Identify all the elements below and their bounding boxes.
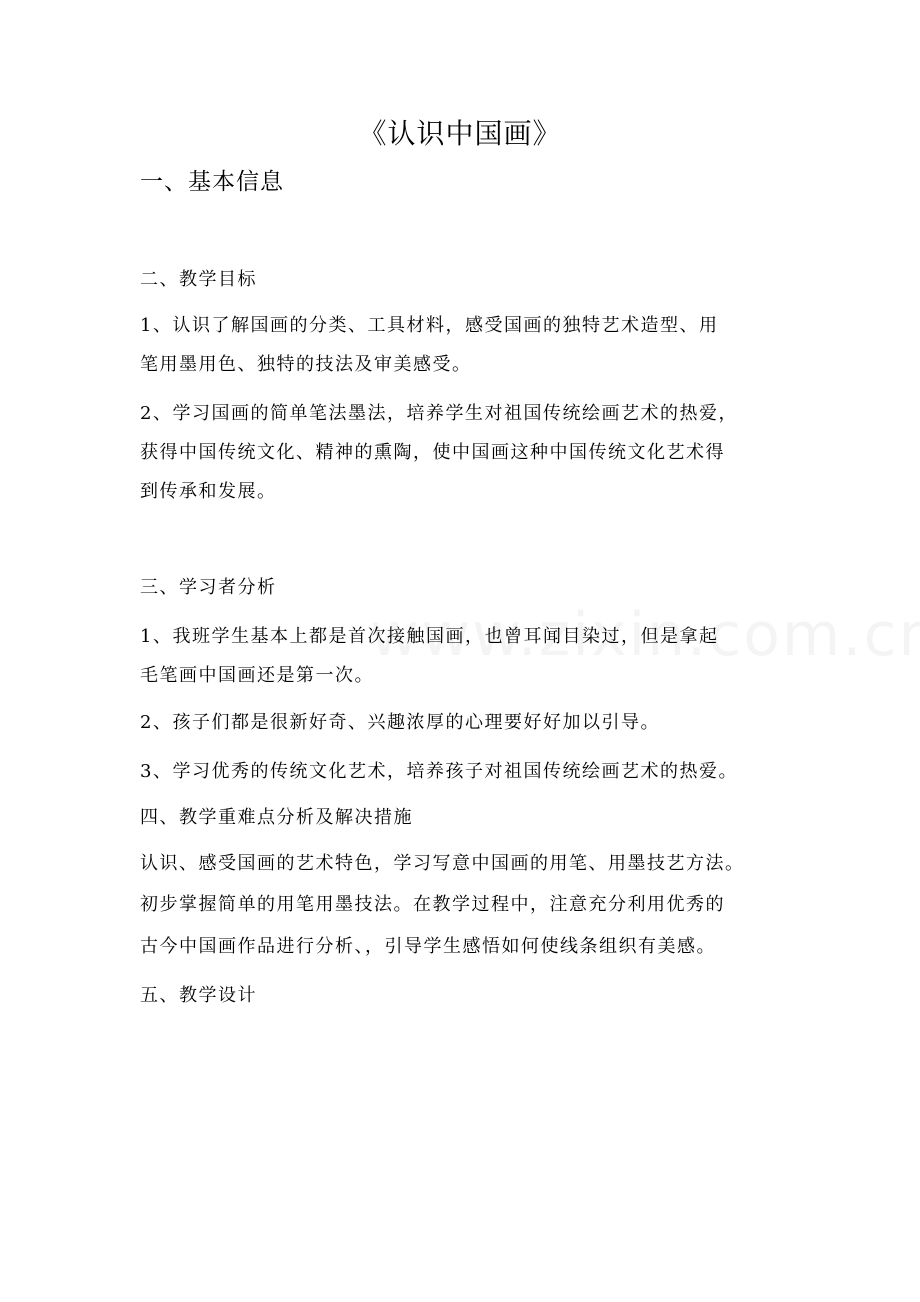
section2-item2-line2: 获得中国传统文化、精神的熏陶，使中国画这种中国传统文化艺术得 — [140, 442, 725, 463]
section2-heading: 二、教学目标 — [140, 269, 257, 290]
section3-item2: 2、孩子们都是很新好奇、兴趣浓厚的心理要好好加以引导。 — [140, 712, 660, 733]
section4-para-line2: 初步掌握简单的用笔用墨技法。在教学过程中，注意充分利用优秀的 — [140, 894, 725, 915]
section1-heading: 一、基本信息 — [140, 169, 284, 195]
section2-item1-line1: 1、认识了解国画的分类、工具材料，感受国画的独特艺术造型、用 — [140, 315, 719, 336]
section3-item1-line2: 毛笔画中国画还是第一次。 — [140, 665, 374, 686]
section3-item1-line1: 1、我班学生基本上都是首次接触国画，也曾耳闻目染过，但是拿起 — [140, 626, 719, 647]
section4-para-line3: 古今中国画作品进行分析、，引导学生感悟如何使线条组织有美感。 — [140, 936, 716, 957]
section5-heading: 五、教学设计 — [140, 985, 257, 1006]
section3-heading: 三、学习者分析 — [140, 577, 277, 598]
document-title: 《认识中国画》 — [358, 117, 562, 150]
section3-item3: 3、学习优秀的传统文化艺术，培养孩子对祖国传统绘画艺术的热爱。 — [140, 761, 738, 782]
section2-item2-line3: 到传承和发展。 — [140, 481, 277, 502]
section2-item1-line2: 笔用墨用色、独特的技法及审美感受。 — [140, 354, 472, 375]
section4-heading: 四、教学重难点分析及解决措施 — [140, 807, 413, 828]
section4-para-line1: 认识、感受国画的艺术特色，学习写意中国画的用笔、用墨技艺方法。 — [140, 853, 745, 874]
section2-item2-line1: 2、学习国画的简单笔法墨法，培养学生对祖国传统绘画艺术的热爱， — [140, 403, 738, 424]
